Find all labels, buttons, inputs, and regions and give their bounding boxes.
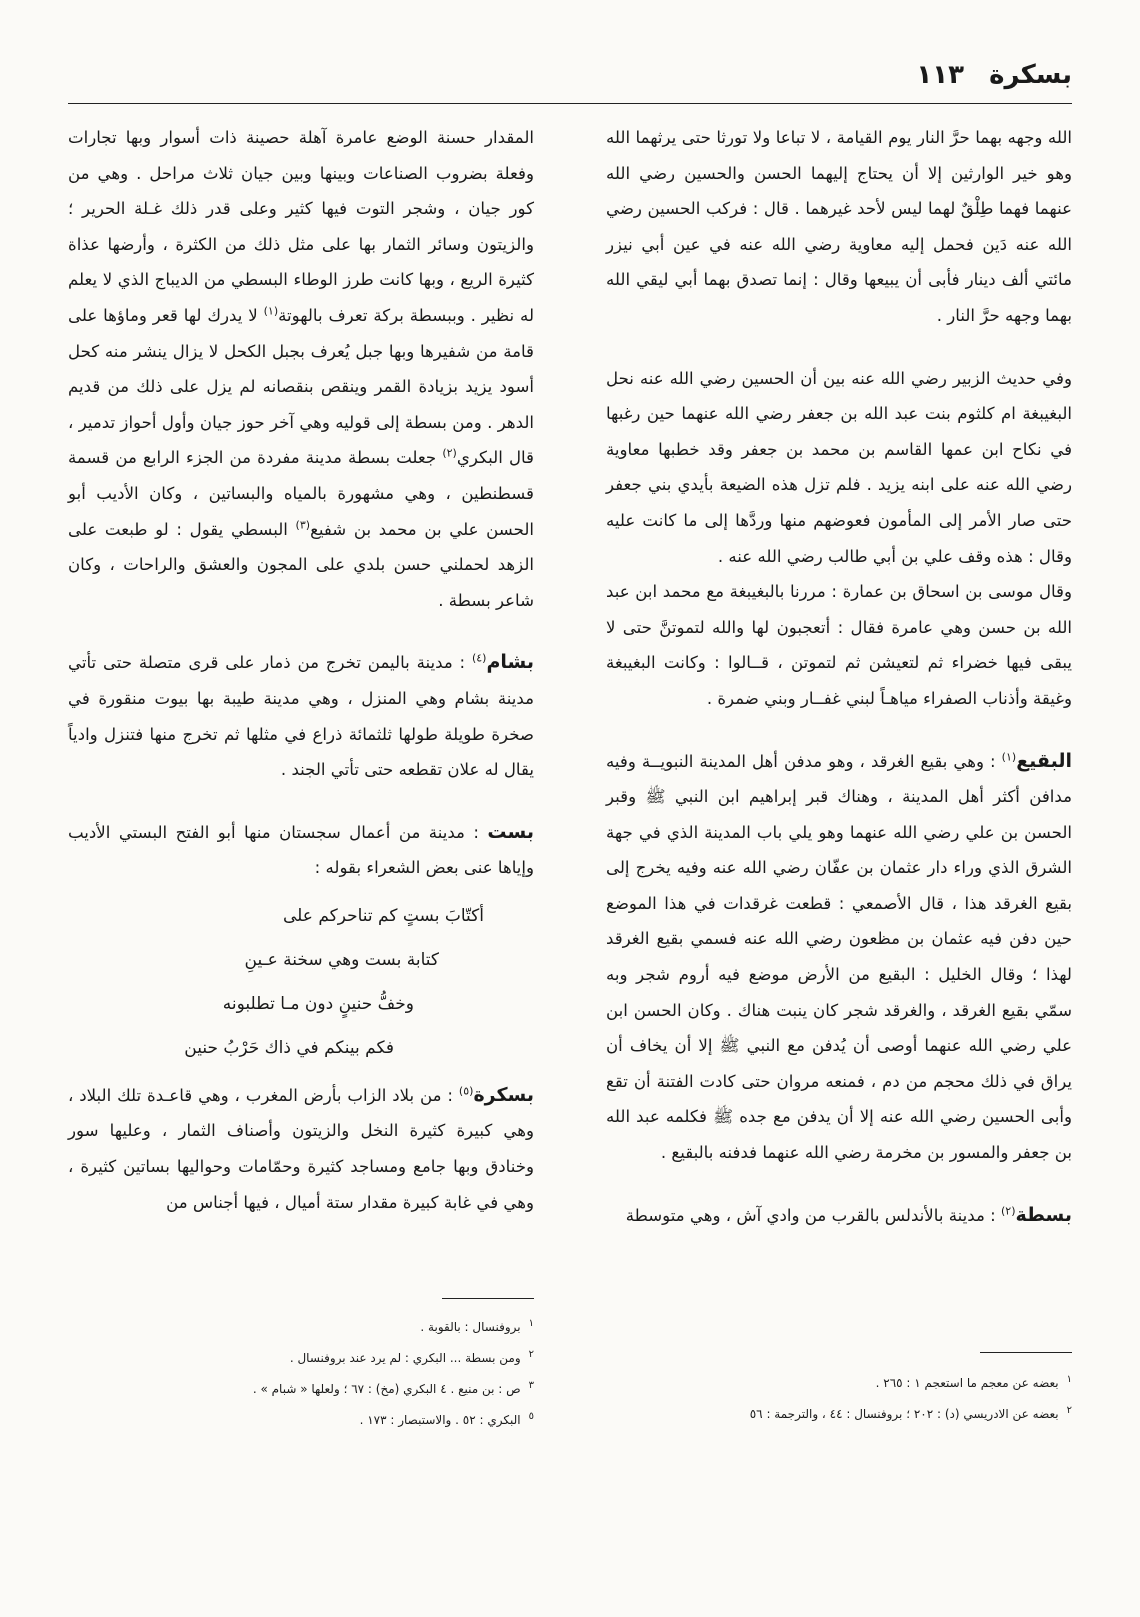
footnote-ref: (١) (1001, 749, 1017, 763)
footnote-number: ١ (1066, 1374, 1072, 1385)
poem-verse: أكتّابَ بستٍ كم تناحركم على (282, 905, 484, 926)
header-rule (68, 103, 1072, 104)
footnote-ref: (٢) (1000, 1204, 1016, 1218)
footnote-text: البكري : ٥٢ . والاستبصار : ١٧٣ . (359, 1413, 521, 1427)
entry-text: : مدينة بالأندلس بالقرب من وادي آش ، وهي متوسطة (625, 1205, 996, 1225)
poem (68, 894, 534, 1070)
footnote-ref: (٣) (295, 518, 311, 531)
right-column (606, 120, 1072, 1233)
footnote-number: ٢ (1066, 1405, 1072, 1416)
entry-basham (68, 645, 534, 787)
poem-verse: فكم بينكم في ذاك حَرْبُ حنين (184, 1037, 394, 1058)
headword: بسكرة (473, 1083, 534, 1106)
footnote-ref: (١) (263, 304, 279, 318)
paragraph: وقال موسى بن اسحاق بن عمارة : مررنا بالبغيبغة مع محمد ابن عبد الله بن حسن وهي عامرة فقال : أتعجبون لها والله لتموتنَّ حتى لا يبقى فيها خضراء ثم لتعيشن ثم لتموتن ، قــالوا : وكانت البغيبغة وغيقة وأذناب الصفراء مياهـاً لبني غفــار وبني ضمرة . (606, 582, 1072, 708)
headword: بست (487, 820, 534, 843)
poem-verse: كتابة بست وهي سخنة عـينِ (244, 949, 439, 970)
text: المقدار حسنة الوضع عامرة آهلة حصينة ذات أسوار وبها تجارات وفعلة بضروب الصناعات وبينها وبين جيان ثلاث مراحل . وهي من كور جيان ، وشجر التوت فيها كثير وعلى قدر ذلك غـلة الحرير ؛ والزيتون وسائر الثمار بها على مثل ذلك من الكثرة ، وأرضها عذاة كثيرة الريع ، وبها كانت طرز الوطاء البسطي من الديباج الذي لا يعلم له نظير . وببسطة بركة تعرف بالهوتة (68, 128, 534, 325)
footnote (68, 1310, 534, 1341)
footnote (68, 1341, 534, 1372)
paragraph (68, 120, 534, 618)
running-title: بسكرة (989, 60, 1072, 90)
headword: البقيع (1016, 749, 1072, 772)
text: جعلت بسطة مدينة مفردة من الجزء الرابع من قسمة قسطنطين ، وهي مشهورة بالمياه والبساتين ، وكان الأديب أبو الحسن علي بن محمد بن شفيع (68, 448, 534, 539)
footnote (606, 1397, 1072, 1428)
entry-basta (606, 1198, 1072, 1234)
entry-biskra (68, 1078, 534, 1220)
footnote-rule (980, 1352, 1072, 1353)
entry-text: : وهي بقيع الغرقد ، وهو مدفن أهل المدينة النبويــة وفيه مدافن أكثر أهل المدينة ، وهناك قبر إبراهيم ابن النبي ﷺ وقبر الحسن بن علي رضي الله عنهما وهو يلي باب المدينة الذي في جهة الشرق الذي وراء دار عثمان بن عفّان رضي الله عنه وفيه يخرج إلى بقيع الغرقد هذا ، قال الأصمعي : قطعت غرقدات في هذا الموضع حين دفن فيه عثمان بن مظعون رضي الله عنه فسمي بقيع الغرقد لهذا ؛ وقال الخليل : البقيع من الأرض موضع فيه أروم شجر وبه سمّي بقيع الغرقد ، والغرقد شجر كان ينبت هناك . وكان الحسن ابن علي رضي الله عنهما أوصى أن يُدفن مع النبي ﷺ إلا أن يخاف أن يراق في ذلك محجم من دم ، فمنعه مروان حتى كادت الفتنة أن تقع وأبى الحسين رضي الله عنه إلا أن يدفن مع جده ﷺ فكلمه عبد الله بن جعفر والمسور بن مخرمة رضي الله عنهما فدفنه بالبقيع . (606, 751, 1072, 1163)
footnote-text: بعضه عن معجم ما استعجم ١ : ٢٦٥ . (875, 1376, 1059, 1390)
poem-verse: وخفُّ حنينٍ دون مـا تطلبونه (222, 993, 414, 1014)
footnote (68, 1403, 534, 1434)
left-column (68, 120, 534, 1220)
footnote-ref: (٢) (442, 446, 457, 460)
footnote (606, 1366, 1072, 1397)
headword: بشام (486, 651, 534, 674)
footnote-number: ٣ (528, 1380, 534, 1391)
paragraph: الله وجهه بهما حرَّ النار يوم القيامة ، لا تباعا ولا تورثا حتى يرثهما الله وهو خير الوارثين إلا أن يحتاج إليهما الحسن والحسين رضي الله عنهما فهما طِلْقٌ لهما ليس لأحد غيرهما . قال : فركب الحسين رضي الله عنه دَين فحمل إليه معاوية رضي الله عنه في عين أبي نيزر مائتي ألف دينار فأبى أن يبيعها وقال : إنما تصدق بهما أبي ليقي الله بهما وجهه حرَّ النار . (606, 128, 1072, 325)
footnote-ref: (٤) (471, 651, 487, 665)
footnotes-left (68, 1310, 534, 1434)
entry-baqi (606, 744, 1072, 1171)
footnotes-right (606, 1366, 1072, 1428)
footnote-number: ٢ (528, 1349, 534, 1360)
footnote-rule (442, 1298, 534, 1299)
entry-text: : مدينة من أعمال سجستان منها أبو الفتح البستي الأديب وإياها عنى بعض الشعراء بقوله : (68, 822, 534, 878)
paragraph: وفي حديث الزبير رضي الله عنه بين أن الحسين رضي الله عنه نحل البغيبغة ام كلثوم بنت عبد الله بن جعفر رضي الله عنهما حين رغبها في نكاح ابن عمها القاسم بن محمد بن جعفر وقد خطبها معاوية رضي الله عنه على ابنه يزيد . فلم تزل هذه الضيعة بأيدي بني جعفر حتى صار الأمر إلى المأمون فعوضهم منها وردَّها إلى ما كانت عليه وقال : هذه وقف علي بن أبي طالب رضي الله عنه . (606, 368, 1072, 566)
entry-text: : مدينة باليمن تخرج من ذمار على قرى متصلة حتى تأتي مدينة بشام وهي المنزل ، وهي مدينة طيبة بها بيوت منقورة في صخرة طويلة طولها ثلثمائة ذراع في مثلها ثم تخرج منها فتنزل وادياً يقال له علان تقطعه حتى تأتي الجند . (68, 653, 534, 780)
page-number: ١١٣ (916, 60, 964, 90)
text: البسطي يقول : لو طبعت على الزهد لحملني حسن بلدي على المجون والعشق والراحات ، وكان شاعر بسطة . (68, 519, 534, 610)
headword: بسطة (1015, 1203, 1072, 1226)
footnote-text: ومن بسطة ... البكري : لم يرد عند بروفنسال . (289, 1351, 521, 1365)
footnote-text: بعضه عن الادريسي (د) : ٢٠٢ ؛ بروفنسال : ٤٤ ، والترجمة : ٥٦ (749, 1407, 1059, 1421)
footnote-number: ١ (528, 1318, 534, 1329)
entry-bust (68, 815, 534, 886)
footnote-ref: (٥) (458, 1084, 474, 1098)
entry-text: : من بلاد الزاب بأرض المغرب ، وهي قاعـدة تلك البلاد ، وهي كبيرة كثيرة النخل والزيتون وأصناف الثمار ، وعليها سور وخنادق وبها جامع ومساجد كثيرة وحمّامات وحواليها بساتين كثيرة ، وهي في غابة كبيرة مقدار ستة أميال ، فيها أجناس من (68, 1085, 534, 1212)
footnote-text: ص : بن منيع . ٤ البكري (مخ) : ٦٧ ؛ ولعلها « شبام » . (252, 1382, 521, 1396)
footnote-number: ٥ (528, 1411, 534, 1422)
text: لا يدرك لها قعر وماؤها على قامة من شفيرها وبها جبل يُعرف بجبل الكحل لا يزال ينشر منه كحل أسود يزيد بزيادة القمر وينقص بنقصانه لم يزل على ذلك من قديم الدهر . ومن بسطة إلى قوليه وهي آخر حوز جيان وأول أحواز تدمير ، قال البكري (68, 305, 534, 468)
footnote-text: بروفنسال : بالقوبة . (420, 1320, 521, 1334)
page-header (68, 60, 1072, 98)
footnote (68, 1372, 534, 1403)
